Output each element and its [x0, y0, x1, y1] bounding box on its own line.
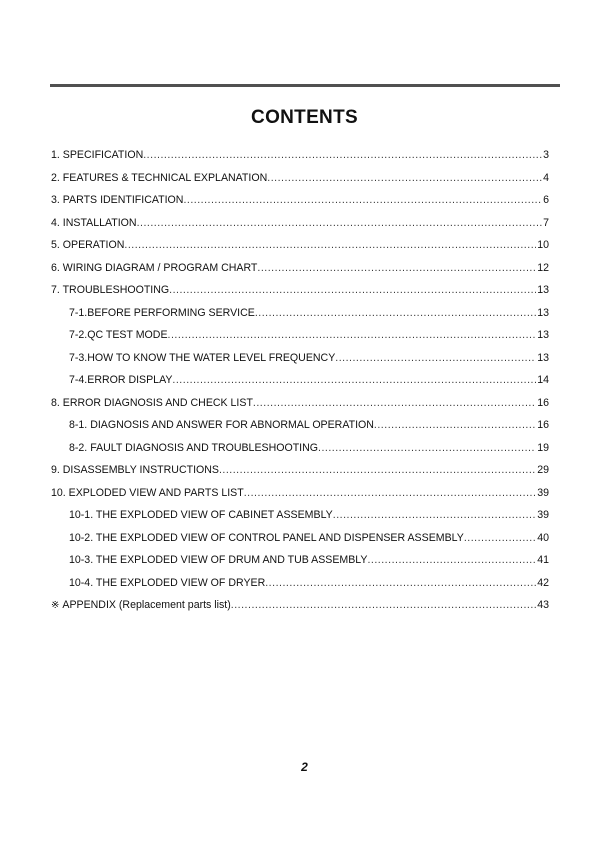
toc-entry-label: 7-1.BEFORE PERFORMING SERVICE [69, 306, 255, 319]
dot-leader [219, 464, 536, 476]
dot-leader [257, 262, 536, 274]
toc-entry-control-panel-assembly[interactable] [51, 532, 549, 555]
toc-entry-features[interactable] [51, 172, 549, 195]
toc-entry-dryer[interactable] [51, 577, 549, 600]
page-number: 2 [301, 760, 308, 774]
toc-entry-label: 6. WIRING DIAGRAM / PROGRAM CHART [51, 261, 258, 274]
toc-entry-page: 40 [537, 531, 549, 544]
toc-entry-page: 13 [537, 329, 549, 341]
toc-entry-error-diagnosis[interactable] [51, 397, 549, 420]
toc-entry-page: 13 [537, 351, 549, 364]
toc-entry-page: 29 [537, 464, 549, 476]
toc-entry-label: 7-3.HOW TO KNOW THE WATER LEVEL FREQUENCY [69, 351, 336, 364]
dot-leader [267, 172, 542, 184]
toc-entry-disassembly[interactable] [51, 464, 549, 487]
toc-entry-label: 10. EXPLODED VIEW AND PARTS LIST [51, 486, 244, 499]
dot-leader [172, 374, 536, 386]
toc-entry-page: 16 [537, 419, 549, 431]
toc-entry-page: 7 [543, 216, 549, 229]
toc-entry-page: 19 [537, 441, 549, 454]
dot-leader [374, 419, 536, 431]
toc-entry-page: 13 [537, 306, 549, 319]
dot-leader [265, 577, 536, 589]
dot-leader [169, 284, 536, 296]
dot-leader [464, 532, 536, 544]
toc-entry-label: 1. SPECIFICATION [51, 149, 144, 161]
toc-entry-page: 3 [543, 149, 549, 161]
toc-entry-troubleshooting[interactable] [51, 284, 549, 307]
toc-entry-label: 2. FEATURES & TECHNICAL EXPLANATION [51, 171, 268, 184]
top-divider [50, 84, 560, 87]
page-title: CONTENTS [251, 107, 358, 128]
toc-entry-label: 10-1. THE EXPLODED VIEW OF CABINET ASSEMBLY [69, 509, 333, 521]
toc-entry-label: APPENDIX (Replacement parts list) [62, 599, 231, 611]
toc-entry-page: 42 [537, 576, 549, 589]
dot-leader [367, 554, 536, 566]
toc-entry-label: 3. PARTS IDENTIFICATION [51, 194, 184, 206]
toc-entry-wiring-diagram[interactable] [51, 262, 549, 285]
dot-leader [244, 487, 536, 499]
toc-entry-water-level-frequency[interactable] [51, 352, 549, 375]
toc-entry-qc-test-mode[interactable] [51, 329, 549, 352]
toc-entry-label: 7-4.ERROR DISPLAY [69, 374, 173, 386]
reference-mark-icon: ※ [51, 600, 60, 611]
toc-entry-exploded-view[interactable] [51, 487, 549, 510]
toc-entry-page: 41 [537, 554, 549, 566]
toc-entry-fault-diagnosis[interactable] [51, 442, 549, 465]
dot-leader [255, 307, 536, 319]
toc-entry-error-display[interactable] [51, 374, 549, 397]
toc-entry-label: 10-2. THE EXPLODED VIEW OF CONTROL PANEL AND DISPENSER ASSEMBLY [69, 531, 464, 544]
toc-entry-page: 39 [537, 509, 549, 521]
toc-entry-label: 7. TROUBLESHOOTING [51, 284, 170, 296]
dot-leader [168, 329, 537, 341]
toc-entry-page: 6 [543, 194, 549, 206]
toc-entry-page: 14 [537, 374, 549, 386]
dot-leader [183, 194, 542, 206]
toc-entry-label: 9. DISASSEMBLY INSTRUCTIONS [51, 464, 219, 476]
toc-entry-before-service[interactable] [51, 307, 549, 330]
toc-entry-label: 5. OPERATION [51, 239, 125, 251]
table-of-contents [51, 149, 549, 622]
toc-entry-installation[interactable] [51, 217, 549, 240]
toc-entry-page: 10 [537, 239, 549, 251]
toc-entry-page: 13 [537, 284, 549, 296]
toc-entry-label: 8. ERROR DIAGNOSIS AND CHECK LIST [51, 396, 253, 409]
toc-entry-label: 10-3. THE EXPLODED VIEW OF DRUM AND TUB ASSEMBLY [69, 554, 368, 566]
dot-leader [143, 149, 542, 161]
dot-leader [333, 509, 536, 521]
toc-entry-label: 4. INSTALLATION [51, 216, 137, 229]
toc-entry-page: 39 [537, 486, 549, 499]
toc-entry-label: 8-2. FAULT DIAGNOSIS AND TROUBLESHOOTING [69, 441, 319, 454]
toc-entry-label: 7-2.QC TEST MODE [69, 329, 168, 341]
toc-entry-cabinet-assembly[interactable] [51, 509, 549, 532]
toc-entry-specification[interactable] [51, 149, 549, 172]
toc-entry-abnormal-operation[interactable] [51, 419, 549, 442]
dot-leader [253, 397, 536, 409]
toc-entry-label: 10-4. THE EXPLODED VIEW OF DRYER [69, 576, 266, 589]
toc-entry-operation[interactable] [51, 239, 549, 262]
dot-leader [335, 352, 536, 364]
dot-leader [231, 599, 536, 611]
dot-leader [124, 239, 536, 251]
toc-entry-appendix[interactable] [51, 599, 549, 622]
toc-entry-page: 4 [543, 171, 549, 184]
toc-entry-page: 12 [537, 261, 549, 274]
toc-entry-page: 16 [537, 396, 549, 409]
toc-entry-page: 43 [537, 599, 549, 611]
toc-entry-label: 8-1. DIAGNOSIS AND ANSWER FOR ABNORMAL OPERATION [69, 419, 374, 431]
toc-entry-parts-identification[interactable] [51, 194, 549, 217]
toc-entry-drum-tub-assembly[interactable] [51, 554, 549, 577]
dot-leader [318, 442, 536, 454]
dot-leader [137, 217, 543, 229]
